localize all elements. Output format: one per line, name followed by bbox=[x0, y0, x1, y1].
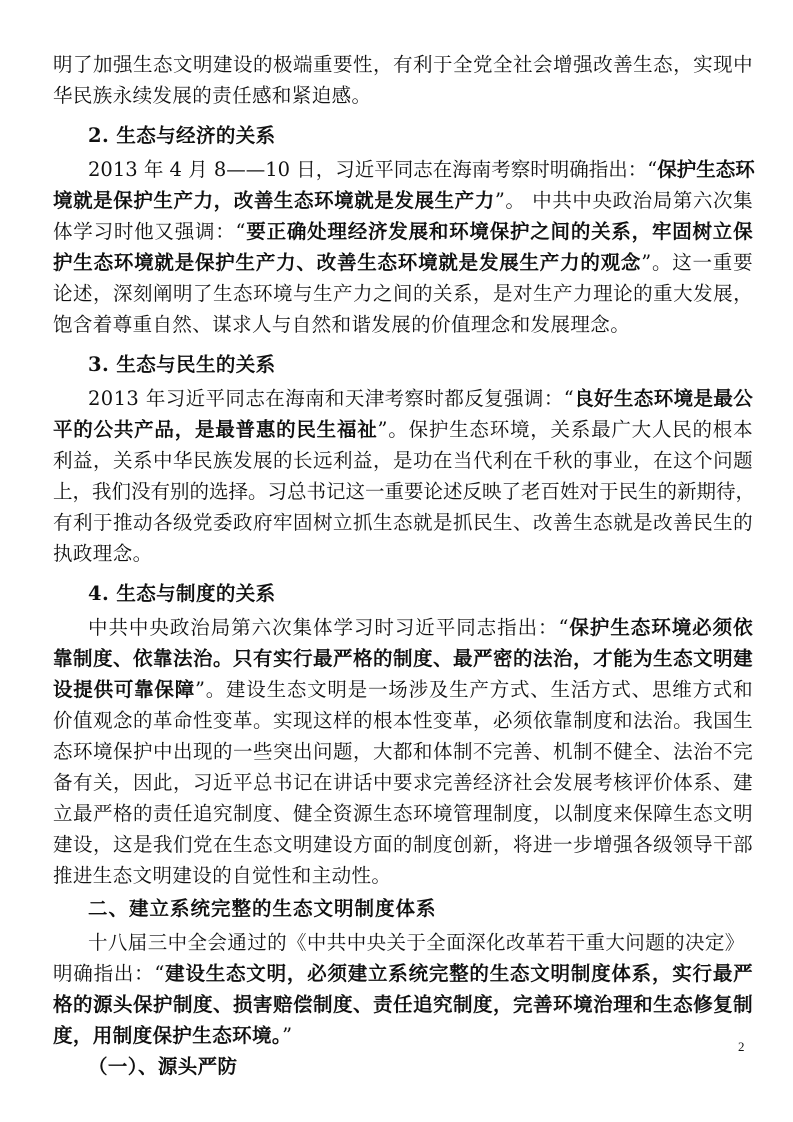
text-segment: 推进生态文明建设的自觉性和主动性。 bbox=[53, 864, 392, 887]
text-segment: 立最严格的责任追究制度、健全资源生态环境管理制度，以制度来保障生态文明 bbox=[53, 802, 753, 825]
bold-text-segment: 建设生态文明，必须建立系统完整的生态文明制度体系，实行最严 bbox=[164, 962, 753, 985]
paragraph-line bbox=[53, 280, 753, 308]
text-segment: 2013 年 4 月 8——10 日，习近平同志在海南考察时明确指出：“ bbox=[88, 158, 658, 181]
bold-text-segment: 靠制度、依靠法治。只有实行最严格的制度、最严密的法治，才能为生态文明建 bbox=[53, 647, 753, 670]
text-segment: 明了加强生态文明建设的极端重要性，有利于全党全社会增强改善生态，实现中 bbox=[53, 53, 753, 76]
bold-text-segment: 平的公共产品，是最普惠的民生福祉 bbox=[53, 418, 378, 441]
text-segment: 利益，关系中华民族发展的长远利益，是功在当代利在千秋的事业，在这个问题 bbox=[53, 449, 753, 472]
paragraph-line bbox=[53, 478, 756, 506]
section-heading bbox=[88, 351, 276, 379]
text-segment: 体学习时他又强调：“ bbox=[53, 220, 246, 243]
text-segment: 4. 生态与制度的关系 bbox=[88, 582, 276, 605]
text-segment: 有利于推动各级党委政府牢固树立抓生态就是抓民生、改善生态就是改善民生的 bbox=[53, 511, 753, 534]
text-segment: ”。保护生态环境，关系最广大人民的根本 bbox=[377, 418, 753, 441]
page-number: 2 bbox=[738, 1039, 745, 1054]
bold-text-segment: 境就是保护生产力，改善生态环境就是发展生产力 bbox=[53, 189, 495, 212]
paragraph-line bbox=[53, 800, 753, 828]
text-segment: ” bbox=[282, 1024, 293, 1047]
section-heading bbox=[88, 122, 276, 150]
paragraph-line bbox=[53, 416, 753, 444]
text-segment: 论述，深刻阐明了生态环境与生产力之间的关系，是对生产力理论的重大发展， bbox=[53, 282, 753, 305]
paragraph-line bbox=[53, 676, 753, 704]
subsection-heading bbox=[88, 1053, 237, 1081]
text-segment: ”。 中共中央政治局第六次集 bbox=[494, 189, 753, 212]
section-heading bbox=[88, 580, 276, 608]
text-segment: 3. 生态与民生的关系 bbox=[88, 353, 276, 376]
paragraph-line bbox=[88, 156, 753, 184]
bold-text-segment: 设提供可靠保障 bbox=[53, 678, 195, 701]
paragraph-line bbox=[53, 509, 753, 537]
bold-text-segment: 度，用制度保护生态环境。 bbox=[53, 1024, 283, 1047]
paragraph-line bbox=[53, 1022, 753, 1050]
text-segment: 2. 生态与经济的关系 bbox=[88, 124, 276, 147]
text-segment: ”。这一重要 bbox=[641, 251, 753, 274]
paragraph-line bbox=[53, 991, 753, 1019]
text-segment: 执政理念。 bbox=[53, 542, 153, 565]
paragraph-line bbox=[53, 540, 753, 568]
paragraph-line bbox=[88, 614, 753, 642]
text-segment: 上，我们没有别的选择。习总书记这一重要论述反映了老百姓对于民生的新期待， bbox=[53, 480, 756, 503]
paragraph-line bbox=[88, 929, 753, 957]
text-segment: 十八届三中全会通过的《中共中央关于全面深化改革若干重大问题的决定》 bbox=[88, 931, 745, 954]
paragraph-line bbox=[53, 82, 753, 110]
paragraph-line bbox=[53, 769, 753, 797]
bold-text-segment: 良好生态环境是最公 bbox=[574, 387, 754, 410]
paragraph-line bbox=[53, 645, 753, 673]
bold-text-segment: 护生态环境就是保护生产力、改善生态环境就是发展生产力的观念 bbox=[53, 251, 642, 274]
bold-text-segment: 保护生态环 bbox=[657, 158, 755, 181]
paragraph-line bbox=[53, 447, 753, 475]
text-segment: 态环境保护中出现的一些突出问题，大都和体制不完善、机制不健全、法治不完 bbox=[53, 740, 753, 763]
paragraph-line bbox=[53, 738, 753, 766]
text-segment: 建设，这是我们党在生态文明建设方面的制度创新，将进一步增强各级领导干部 bbox=[53, 833, 753, 856]
chapter-heading bbox=[88, 895, 437, 923]
text-segment: （一）、源头严防 bbox=[88, 1055, 238, 1078]
text-segment: 明确指出：“ bbox=[53, 962, 165, 985]
paragraph-line bbox=[53, 51, 753, 79]
text-segment: 备有关，因此，习近平总书记在讲话中要求完善经济社会发展考核评价体系、建 bbox=[53, 771, 753, 794]
paragraph-line bbox=[53, 249, 753, 277]
text-segment: 2013 年习近平同志在海南和天津考察时都反复强调：“ bbox=[88, 387, 575, 410]
paragraph-line bbox=[53, 960, 753, 988]
paragraph-line bbox=[53, 311, 753, 339]
bold-text-segment: 格的源头保护制度、损害赔偿制度、责任追究制度，完善环境治理和生态修复制 bbox=[53, 993, 753, 1016]
text-segment: 二、建立系统完整的生态文明制度体系 bbox=[88, 897, 437, 920]
paragraph-line bbox=[53, 218, 753, 246]
text-segment: 华民族永续发展的责任感和紧迫感。 bbox=[53, 84, 372, 107]
paragraph-line bbox=[53, 831, 753, 859]
paragraph-line bbox=[88, 385, 753, 413]
paragraph-line bbox=[53, 862, 753, 890]
text-segment: 价值观念的革命性变革。实现这样的根本性变革，必须依靠制度和法治。我国生 bbox=[53, 709, 753, 732]
paragraph-line bbox=[53, 187, 753, 215]
bold-text-segment: 要正确处理经济发展和环境保护之间的关系，牢固树立保 bbox=[245, 220, 753, 243]
paragraph-line bbox=[53, 707, 753, 735]
text-segment: 中共中央政治局第六次集体学习时习近平同志指出：“ bbox=[88, 616, 569, 639]
bold-text-segment: 保护生态环境必须依 bbox=[568, 616, 753, 639]
text-segment: 饱含着尊重自然、谋求人与自然和谐发展的价值理念和发展理念。 bbox=[53, 313, 631, 336]
text-segment: ”。建设生态文明是一场涉及生产方式、生活方式、思维方式和 bbox=[194, 678, 753, 701]
